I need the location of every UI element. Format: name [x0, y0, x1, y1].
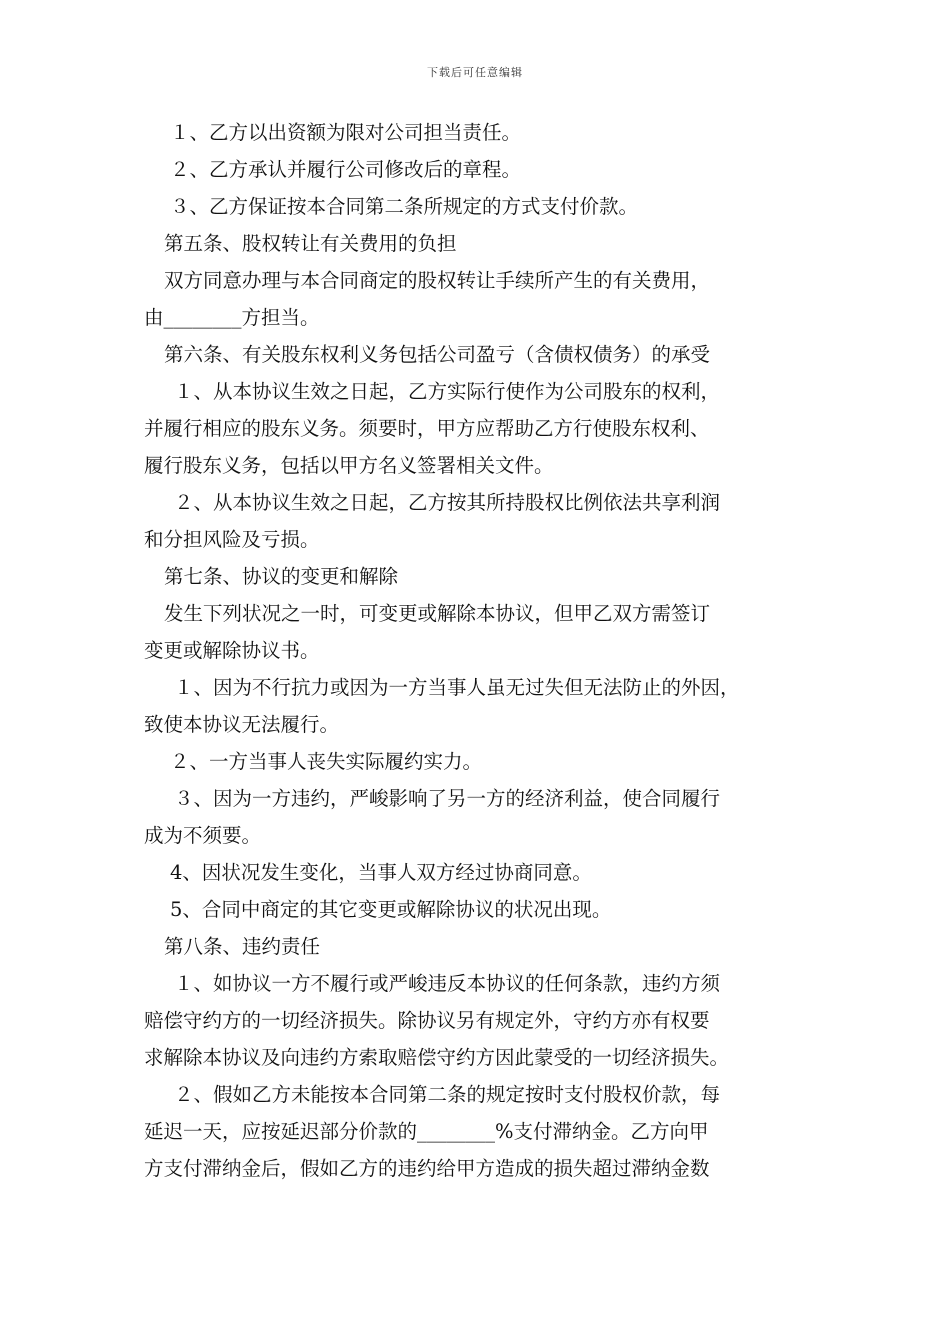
article-8-item-1: １、如协议一方不履行或严峻违反本协议的任何条款，违约方须: [174, 972, 721, 995]
article-8-heading: 第八条、违约责任: [164, 935, 321, 958]
article-7-text-cont: 变更或解除协议书。: [144, 639, 320, 662]
article-6-item-2-cont: 和分担风险及亏损。: [144, 528, 320, 551]
article-8-item-2-cont: 延迟一天，应按延迟部分价款的________%支付滞纳金。乙方向甲: [144, 1120, 709, 1143]
clause-4-item-3: ３、乙方保证按本合同第二条所规定的方式支付价款。: [170, 195, 639, 218]
article-8-item-2: ２、假如乙方未能按本合同第二条的规定按时支付股权价款，每: [174, 1083, 721, 1106]
page-header-note: 下载后可任意编辑: [427, 66, 523, 79]
clause-4-item-1: １、乙方以出资额为限对公司担当责任。: [170, 121, 522, 144]
article-7-item-2: ２、一方当事人丧失实际履约实力。: [170, 750, 483, 773]
document-body: [144, 114, 814, 1187]
article-7-item-1: １、因为不行抗力或因为一方当事人虽无过失但无法防止的外因，: [174, 676, 740, 699]
article-7-item-5: 5、合同中商定的其它变更或解除协议的状况出现。: [170, 898, 612, 921]
article-7-heading: 第七条、协议的变更和解除: [164, 565, 399, 588]
article-5-text: 双方同意办理与本合同商定的股权转让手续所产生的有关费用，: [164, 269, 711, 292]
article-6-item-1-cont: 履行股东义务，包括以甲方名义签署相关文件。: [144, 454, 554, 477]
article-5-heading: 第五条、股权转让有关费用的负担: [164, 232, 457, 255]
article-7-item-4: 4、因状况发生变化，当事人双方经过协商同意。: [170, 861, 592, 884]
article-6-heading: 第六条、有关股东权利义务包括公司盈亏（含债权债务）的承受: [164, 343, 711, 366]
article-6-item-2: ２、从本协议生效之日起，乙方按其所持股权比例依法共享利润: [174, 491, 721, 514]
article-7-text: 发生下列状况之一时，可变更或解除本协议，但甲乙双方需签订: [164, 602, 711, 625]
article-7-item-3: ３、因为一方违约，严峻影响了另一方的经济利益，使合同履行: [174, 787, 721, 810]
article-5-text-cont: 由________方担当。: [144, 306, 320, 329]
clause-4-item-2: ２、乙方承认并履行公司修改后的章程。: [170, 158, 522, 181]
article-6-item-1-cont: 并履行相应的股东义务。须要时，甲方应帮助乙方行使股东权利、: [144, 417, 710, 440]
article-7-item-1-cont: 致使本协议无法履行。: [144, 713, 340, 736]
article-8-item-1-cont: 求解除本协议及向违约方索取赔偿守约方因此蒙受的一切经济损失。: [144, 1046, 730, 1069]
article-8-item-1-cont: 赔偿守约方的一切经济损失。除协议另有规定外，守约方亦有权要: [144, 1009, 710, 1032]
article-8-item-2-cont: 方支付滞纳金后，假如乙方的违约给甲方造成的损失超过滞纳金数: [144, 1157, 710, 1180]
article-7-item-3-cont: 成为不须要。: [144, 824, 262, 847]
article-6-item-1: １、从本协议生效之日起，乙方实际行使作为公司股东的权利，: [174, 380, 721, 403]
